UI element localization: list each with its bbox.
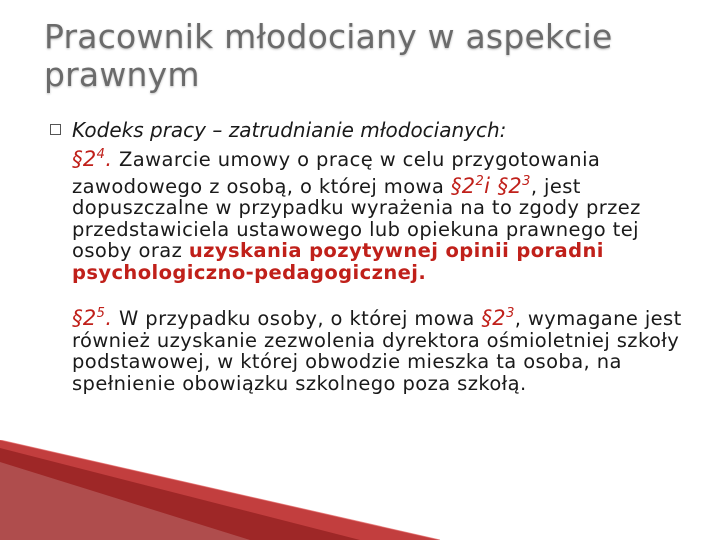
bullet-heading: Kodeks pracy – zatrudnianie młodocianych: [72, 118, 507, 142]
section-ref: $\S 2^3$ [481, 306, 515, 330]
slide-title: Pracownik młodociany w aspekcie prawnym [44, 17, 613, 94]
section-ref: $\S 2^5$. [72, 306, 113, 330]
section-ref: $\S 2^4$. [72, 147, 113, 171]
decorative-swoosh [0, 440, 440, 540]
paragraph-art-2-5 [72, 303, 700, 394]
highlighted-text: uzyskania pozytywnej opinii poradni psychologiczno-pedagogicznej. [72, 239, 604, 284]
paragraph-text: , wymagane jest również uzyskanie zezwolenia dyrektora ośmioletniej szkoły podstawowej, w której obwodzie mieszka ta osoba, na spełnienie obowiązku szkolnego poza szkołą. [72, 307, 682, 395]
paragraph-text: Zawarcie umowy o pracę w celu przygotowania zawodowego z osobą, o której mowa [72, 148, 601, 198]
slide-content [50, 118, 700, 394]
bullet-item [50, 118, 700, 142]
paragraph-text: W przypadku osoby, o której mowa [112, 307, 482, 330]
square-bullet-icon [50, 124, 61, 135]
paragraph-text: , jest dopuszczalne w przypadku wyrażenia na to zgody przez przedstawiciela ustawowego lub opiekuna prawnego tej osoby oraz [72, 174, 641, 262]
paragraph-art-2-4 [72, 144, 700, 283]
section-ref: $\S 2^2i$ $\S 2^3$ [450, 173, 531, 198]
